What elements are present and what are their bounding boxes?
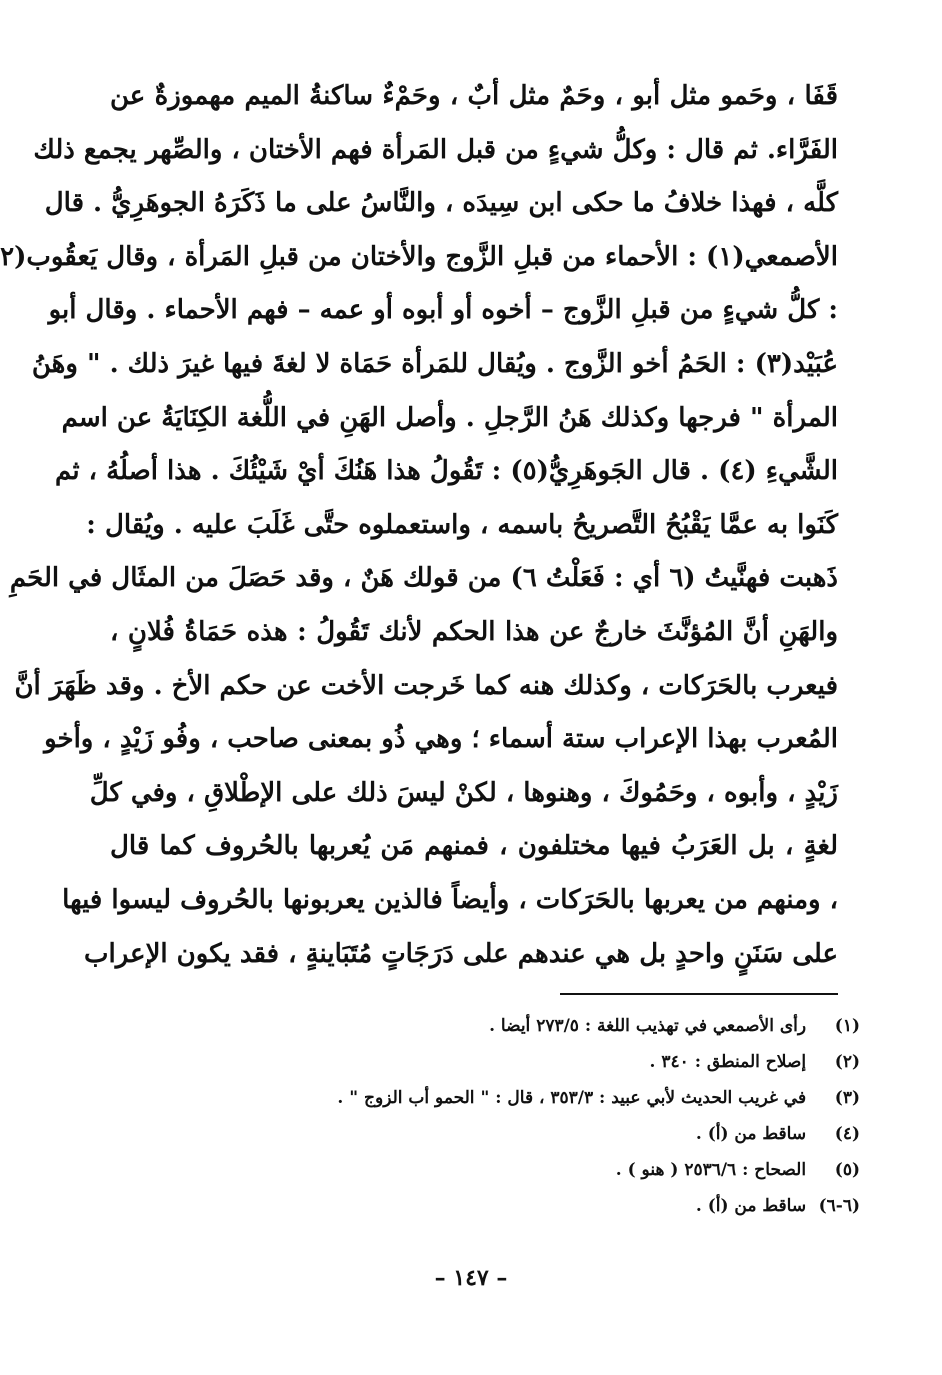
text-line: الفَرَّاء. ثم قال : وكلُّ شيءٍ من قبل المَرأة فهم الأختان ، والصِّهر يجمع ذلك bbox=[33, 134, 838, 165]
text-line: كَنَوا به عمَّا يَقْبُحُ التَّصريحُ باسمه ، واستعملوه حتَّى غَلَبَ عليه . ويُقال : bbox=[86, 509, 838, 540]
footnote-number: (٦-٦) bbox=[818, 1196, 860, 1216]
text-line: زَيْدٍ ، وأبوه ، وحَمُوكَ ، وهنوها ، لكنْ ليسَ ذلك على الإطْلاقِ ، وفي كلِّ bbox=[89, 777, 838, 808]
footnote-item bbox=[300, 1080, 860, 1116]
text-line: على سَنَنٍ واحدٍ بل هي عندهم على دَرَجَاتٍ مُتَبَاينةٍ ، فقد يكون الإعراب bbox=[84, 938, 838, 969]
footnote-number: (٢) bbox=[834, 1052, 860, 1072]
text-line: الشَّيءِ (٤) . قال الجَوهَرِيُّ(٥) : تَقُولُ هذا هَنُكَ أيْ شَيْئُكَ . هذا أصلُهُ ، ثم bbox=[55, 456, 838, 487]
main-text-block bbox=[0, 70, 838, 981]
text-line: المُعرب بهذا الإعراب ستة أسماء ؛ وهي ذُو بمعنى صاحب ، وفُو زَيْدٍ ، وأخو bbox=[44, 724, 838, 755]
text-line: لغةٍ ، بل العَرَبُ فيها مختلفون ، فمنهم مَن يُعربها بالحُروف كما قال bbox=[110, 831, 838, 862]
text-line: كلَّه ، فهذا خلافُ ما حكى ابن سِيدَه ، والنَّاسُ على ما ذَكَرَهُ الجوهَرِيُّ . قال bbox=[44, 188, 838, 219]
footnote-item bbox=[300, 1152, 860, 1188]
footnote-text: الصحاح : ٢٥٣٦/٦ ( هنو ) . bbox=[615, 1160, 807, 1180]
text-line: : كلُّ شيءٍ من قبلِ الزَّوج – أخوه أو أبوه أو عمه – فهم الأحماء . وقال أبو bbox=[48, 295, 838, 326]
page-number: – ١٤٧ – bbox=[434, 1265, 508, 1291]
text-line: ، ومنهم من يعربها بالحَرَكات ، وأيضاً فالذين يعربونها بالحُروف ليسوا فيها bbox=[62, 884, 838, 915]
footnote-text: إصلاح المنطق : ٣٤٠ . bbox=[649, 1052, 807, 1072]
footnote-text: ساقط من (أ) . bbox=[695, 1124, 807, 1144]
text-line: المرأة " فرجها وكذلك هَنُ الرَّجلِ . وأصل الهَنِ في اللُّغة الكِنَايَةُ عن اسم bbox=[61, 402, 838, 433]
text-line: قَفَا ، وحَمو مثل أبو ، وحَمٌ مثل أبٌ ، وحَمْءٌ ساكنةُ الميم مهموزةٌ عن bbox=[110, 81, 838, 111]
footnote-text: رأى الأصمعي في تهذيب اللغة : ٢٧٣/٥ أيضا . bbox=[489, 1016, 807, 1036]
text-line: والهَنِ أنَّ المُؤنَّثَ خارجٌ عن هذا الحكم لأنك تَقُولُ : هذه حَمَاةُ فُلانٍ ، bbox=[110, 616, 838, 647]
footnote-number: (٥) bbox=[834, 1160, 860, 1180]
footnote-number: (٤) bbox=[834, 1124, 860, 1144]
text-line: الأصمعي(١) : الأحماء من قبلِ الزَّوج والأختان من قبلِ المَرأة ، وقال يَعقُوب(٢ bbox=[0, 241, 838, 272]
footnote-item bbox=[300, 1044, 860, 1080]
footnote-text: في غريب الحديث لأبي عبيد : ٣٥٣/٣ ، قال : " الحمو أب الزوج " . bbox=[337, 1088, 807, 1108]
footnote-number: (٣) bbox=[834, 1088, 860, 1108]
footnote-item bbox=[300, 1116, 860, 1152]
footnote-item bbox=[300, 1188, 860, 1224]
text-line: فيعرب بالحَرَكات ، وكذلك هنه كما خَرجت الأخت عن حكم الأخ . وقد ظَهَرَ أنَّ bbox=[14, 670, 838, 701]
footnote-number: (١) bbox=[834, 1016, 860, 1036]
text-line: ذَهبت فهنَّيتُ (٦ أي : فَعَلْتُ ٦) من قولك هَنٌ ، وقد حَصَلَ من المثَال في الحَمِ bbox=[9, 563, 838, 594]
footnote-separator bbox=[560, 993, 838, 995]
footnote-text: ساقط من (أ) . bbox=[695, 1196, 807, 1216]
footnotes-block bbox=[300, 1008, 860, 1224]
footnote-item bbox=[300, 1008, 860, 1044]
text-line: عُبَيْد(٣) : الحَمُ أخو الزَّوج . ويُقال للمَرأة حَمَاة لا لغةَ فيها غيرَ ذلك . " وهَنُ bbox=[31, 348, 838, 379]
